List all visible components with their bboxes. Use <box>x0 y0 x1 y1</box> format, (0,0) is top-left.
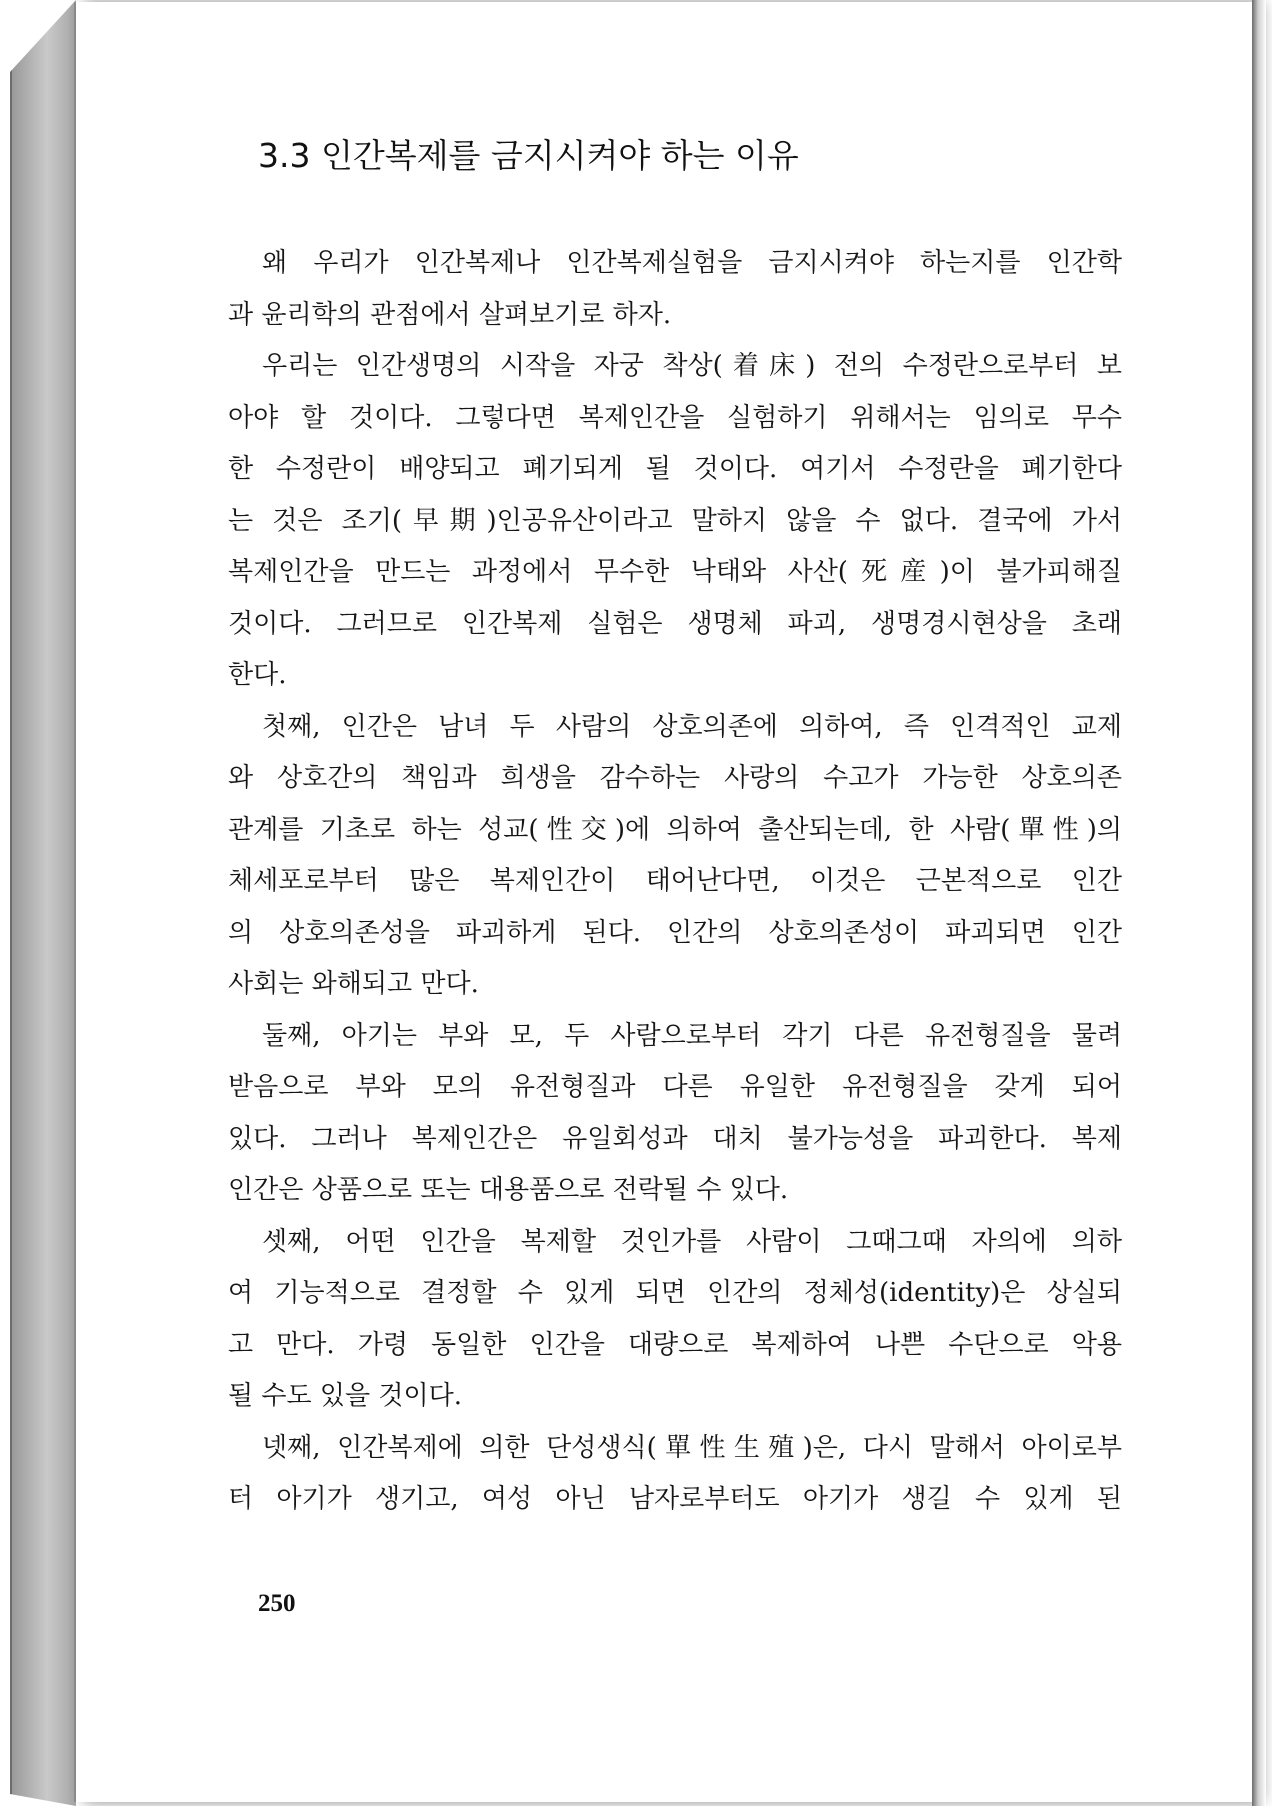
text-line: 사회는 와해되고 만다. <box>228 969 479 999</box>
text-line: 왜 우리가 인간복제나 인간복제실험을 금지시켜야 하는지를 인간학 <box>262 248 1122 278</box>
text-line: 것이다. 그러므로 인간복제 실험은 생명체 파괴, 생명경시현상을 초래 <box>228 608 1122 639</box>
text-line: 받음으로 부와 모의 유전형질과 다른 유일한 유전형질을 갖게 되어 <box>228 1072 1122 1102</box>
text-line: 여 기능적으로 결정할 수 있게 되면 인간의 정체성(identity)은 상실되 <box>228 1278 1122 1308</box>
text-line: 넷째, 인간복제에 의한 단성생식(單性生殖)은, 다시 말해서 아이로부 <box>262 1432 1122 1463</box>
text-line: 관계를 기초로 하는 성교(性交)에 의하여 출산되는데, 한 사람(單性)의 <box>228 814 1122 845</box>
section-title: 3.3 인간복제를 금지시켜야 하는 이유 <box>258 136 799 175</box>
text-line: 복제인간을 만드는 과정에서 무수한 낙태와 사산(死産)이 불가피해질 <box>228 557 1122 587</box>
text-line: 와 상호간의 책임과 희생을 감수하는 사랑의 수고가 가능한 상호의존 <box>228 763 1122 793</box>
text-line: 과 윤리학의 관점에서 살펴보기로 하자. <box>228 299 672 330</box>
text-line: 될 수도 있을 것이다. <box>228 1381 462 1411</box>
text-line: 우리는 인간생명의 시작을 자궁 착상(着床) 전의 수정란으로부터 보 <box>262 351 1122 381</box>
body-text <box>228 238 1122 1526</box>
text-line: 한 수정란이 배양되고 폐기되게 될 것이다. 여기서 수정란을 폐기한다 <box>228 454 1122 484</box>
text-line: 는 것은 조기(早期)인공유산이라고 말하지 않을 수 없다. 결국에 가서 <box>228 505 1122 536</box>
text-line: 터 아기가 생기고, 여성 아닌 남자로부터도 아기가 생길 수 있게 된 <box>228 1484 1122 1514</box>
text-line: 의 상호의존성을 파괴하게 된다. 인간의 상호의존성이 파괴되면 인간 <box>228 917 1122 948</box>
page-edge-shadow <box>1252 0 1266 1806</box>
text-line: 고 만다. 가령 동일한 인간을 대량으로 복제하여 나쁜 수단으로 악용 <box>228 1329 1122 1360</box>
book-spine <box>10 0 76 1806</box>
text-line: 첫째, 인간은 남녀 두 사람의 상호의존에 의하여, 즉 인격적인 교제 <box>262 711 1122 742</box>
text-line: 인간은 상품으로 또는 대용품으로 전락될 수 있다. <box>228 1175 789 1205</box>
text-line: 셋째, 어떤 인간을 복제할 것인가를 사람이 그때그때 자의에 의하 <box>262 1226 1122 1257</box>
text-line: 한다. <box>228 660 287 690</box>
text-line: 둘째, 아기는 부와 모, 두 사람으로부터 각기 다른 유전형질을 물려 <box>262 1020 1122 1051</box>
text-line: 체세포로부터 많은 복제인간이 태어난다면, 이것은 근본적으로 인간 <box>228 866 1122 896</box>
page-number: 250 <box>258 1590 296 1617</box>
text-line: 아야 할 것이다. 그렇다면 복제인간을 실험하기 위해서는 임의로 무수 <box>228 402 1122 433</box>
text-line: 있다. 그러나 복제인간은 유일회성과 대치 불가능성을 파괴한다. 복제 <box>228 1123 1122 1154</box>
